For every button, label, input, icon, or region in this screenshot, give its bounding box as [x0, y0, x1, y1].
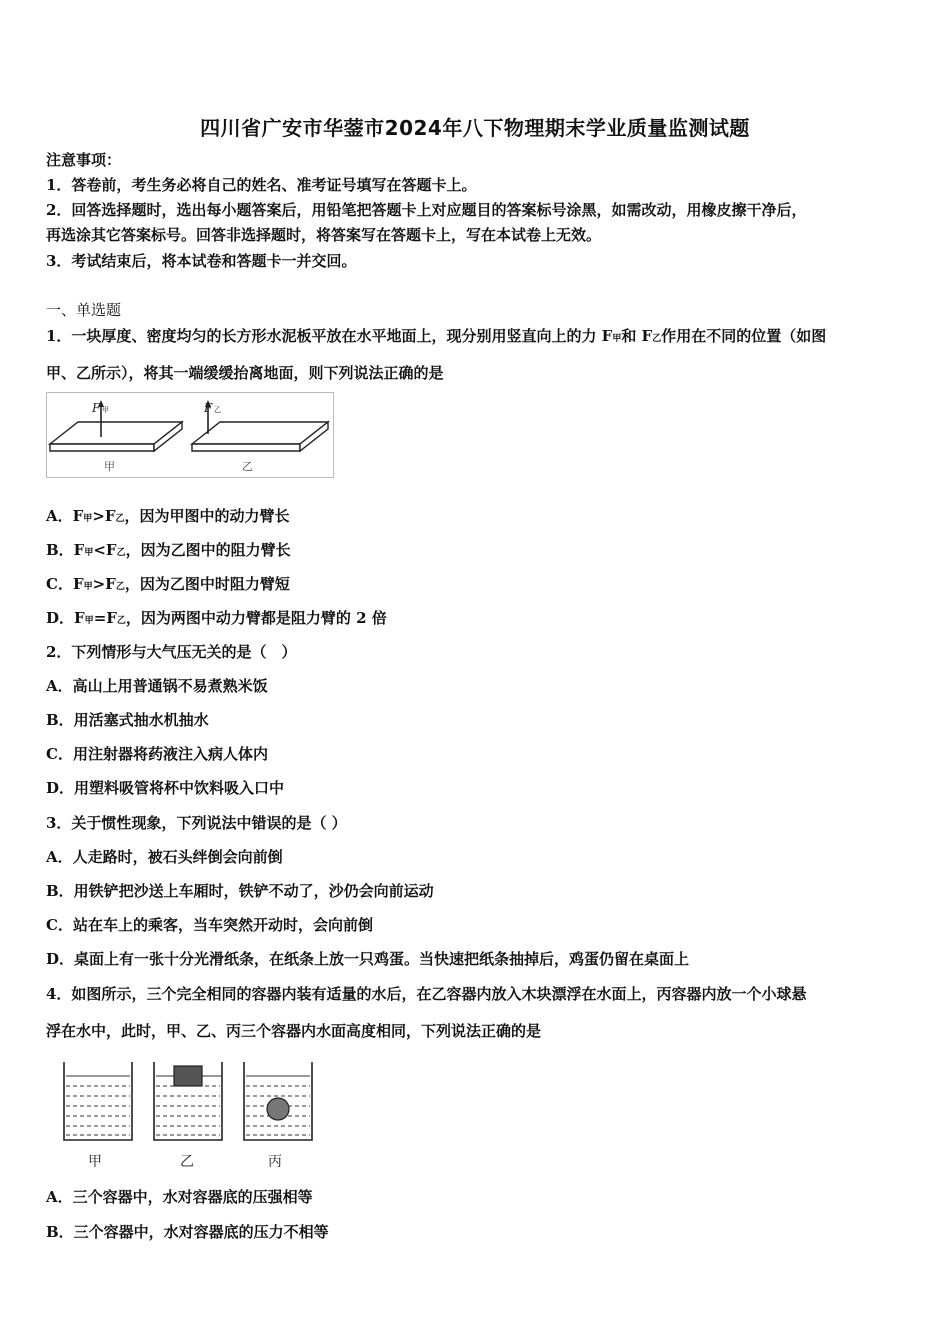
q1-option-d-rest: ，因为两图中动力臂都是阻力臂的 2 倍 — [125, 609, 387, 627]
page-title: 四川省广安市华蓥市2024年八下物理期末学业质量监测试题 — [200, 116, 750, 140]
suspended-ball — [267, 1098, 289, 1120]
caption-jia: 甲 — [104, 460, 115, 473]
slab-jia — [50, 422, 182, 451]
notice-item-1: 1．答卷前，考生务必将自己的姓名、准考证号填写在答题卡上。 — [46, 176, 477, 194]
q1-option-a-rel: >F — [92, 507, 116, 525]
caption-yi: 乙 — [242, 460, 253, 473]
q1-stem-b: 和 F — [621, 327, 653, 345]
section-heading: 一、单选题 — [46, 301, 122, 319]
q4-figure — [60, 1060, 320, 1172]
q1-option-d-sub1: 甲 — [84, 616, 94, 626]
label-f-jia-sub: 甲 — [102, 406, 109, 414]
q1-option-b-rest: ，因为乙图中的阻力臂长 — [125, 541, 291, 559]
q3-option-a: A．人走路时，被石头绊倒会向前倒 — [46, 848, 283, 866]
notice-item-3: 3．考试结束后，将本试卷和答题卡一并交回。 — [46, 252, 357, 270]
q1-option-d — [46, 608, 387, 631]
q1-option-d-rel: =F — [93, 609, 117, 627]
q4-option-b: B．三个容器中，水对容器底的压力不相等 — [46, 1223, 329, 1241]
q2-option-b: B．用活塞式抽水机抽水 — [46, 711, 209, 729]
q1-option-a-prefix: A．F — [46, 507, 84, 525]
q2-option-d: D．用塑料吸管将杯中饮料吸入口中 — [46, 779, 285, 797]
q1-option-a-sub2: 乙 — [115, 514, 125, 524]
q1-option-b-prefix: B．F — [46, 541, 85, 559]
q1-option-d-prefix: D．F — [46, 609, 85, 627]
q1-option-c-rest: ，因为乙图中时阻力臂短 — [124, 575, 290, 593]
q2-stem: 2．下列情形与大气压无关的是（ ） — [46, 643, 297, 661]
q4-stem-line2: 浮在水中，此时，甲、乙、丙三个容器内水面高度相同，下列说法正确的是 — [46, 1022, 542, 1040]
q2-option-c: C．用注射器将药液注入病人体内 — [46, 745, 268, 763]
label-f-yi: F — [204, 401, 213, 415]
notice-item-2: 2．回答选择题时，选出每小题答案后，用铅笔把答题卡上对应题目的答案标号涂黑，如需改动，用橡皮擦干净后， — [46, 201, 807, 219]
q1-option-c-sub1: 甲 — [83, 582, 93, 592]
notice-item-2-cont: 再选涂其它答案标号。回答非选择题时，将答案写在答题卡上，写在本试卷上无效。 — [46, 226, 602, 244]
container-bing — [244, 1062, 312, 1140]
label-f-yi-sub: 乙 — [214, 406, 221, 414]
q4-stem-line1: 4．如图所示，三个完全相同的容器内装有适量的水后，在乙容器内放入木块漂浮在水面上，丙容器内放一个小球悬 — [46, 985, 807, 1003]
wood-block — [174, 1066, 202, 1086]
q4-option-a: A．三个容器中，水对容器底的压强相等 — [46, 1188, 313, 1206]
q3-option-d: D．桌面上有一张十分光滑纸条，在纸条上放一只鸡蛋。当快速把纸条抽掉后，鸡蛋仍留在桌面上 — [46, 950, 690, 968]
q1-option-d-sub2: 乙 — [116, 616, 126, 626]
q3-option-c: C．站在车上的乘客，当车突然开动时，会向前倒 — [46, 916, 373, 934]
q1-option-a-rest: ，因为甲图中的动力臂长 — [124, 507, 290, 525]
q1-stem-line2: 甲、乙所示），将其一端缓缓抬离地面，则下列说法正确的是 — [46, 364, 444, 382]
q4-caption-jia: 甲 — [88, 1154, 102, 1170]
q1-option-c-rel: >F — [92, 575, 116, 593]
q1-option-a — [46, 506, 290, 529]
container-jia — [64, 1062, 132, 1140]
q1-figure — [46, 392, 334, 478]
q1-sub-yi: 乙 — [652, 334, 662, 344]
q4-caption-yi: 乙 — [180, 1154, 194, 1170]
slab-yi — [192, 422, 328, 451]
q3-stem: 3．关于惯性现象，下列说法中错误的是（ ） — [46, 814, 347, 832]
notice-heading: 注意事项： — [46, 151, 122, 169]
q1-stem-line1 — [46, 326, 826, 349]
container-yi — [154, 1062, 222, 1140]
q1-stem-a: 1．一块厚度、密度均匀的长方形水泥板平放在水平地面上，现分别用竖直向上的力 F — [46, 327, 613, 345]
q1-stem-c: 作用在不同的位置（如图 — [661, 327, 827, 345]
q4-caption-bing: 丙 — [268, 1154, 282, 1170]
label-f-jia: F — [92, 401, 101, 415]
q4-figure-svg — [60, 1060, 320, 1172]
q1-sub-jia: 甲 — [612, 334, 622, 344]
q3-option-b: B．用铁铲把沙送上车厢时，铁铲不动了，沙仍会向前运动 — [46, 882, 434, 900]
q1-option-c-sub2: 乙 — [115, 582, 125, 592]
q1-figure-svg — [46, 392, 334, 478]
q1-option-c — [46, 574, 290, 597]
q1-option-a-sub1: 甲 — [83, 514, 93, 524]
q1-option-c-prefix: C．F — [46, 575, 84, 593]
q1-option-b-sub1: 甲 — [84, 548, 94, 558]
q1-option-b-sub2: 乙 — [116, 548, 126, 558]
q1-option-b-rel: <F — [93, 541, 117, 559]
q2-option-a: A．高山上用普通锅不易煮熟米饭 — [46, 677, 268, 695]
q1-option-b — [46, 540, 291, 563]
